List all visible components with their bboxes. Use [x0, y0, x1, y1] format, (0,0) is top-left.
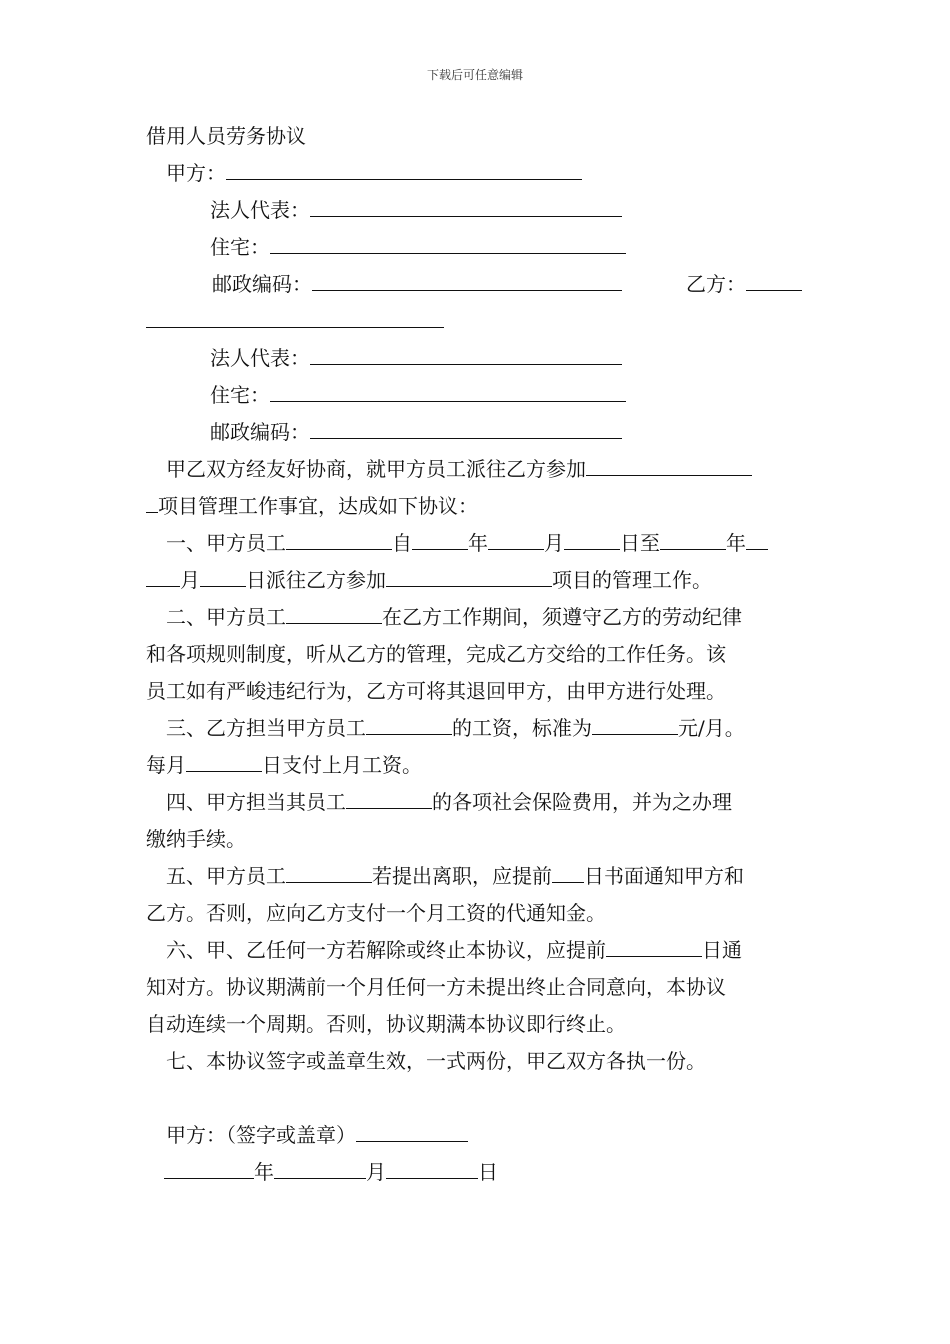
clause-3-pay-text: 日支付上月工资。	[262, 753, 422, 777]
party-b-rep-label: 法人代表：	[210, 346, 310, 370]
clause-1-end-month-text: 月	[180, 568, 200, 592]
signature-day-field[interactable]	[386, 1156, 478, 1179]
end-year-field[interactable]	[660, 527, 726, 550]
party-b-postcode-field[interactable]	[310, 416, 622, 439]
party-b-postcode-line	[210, 414, 622, 451]
party-b-address-field[interactable]	[270, 379, 626, 402]
clause-3-employee-field[interactable]	[366, 712, 452, 735]
clause-4-line-2: 缴纳手续。	[146, 827, 246, 851]
clause-6-text: 六、甲、乙任何一方若解除或终止本协议，应提前	[166, 938, 606, 962]
clause-3-monthly-text: 每月	[146, 753, 186, 777]
party-a-address-label: 住宅：	[210, 235, 270, 259]
party-a-label: 甲方：	[166, 161, 226, 185]
clause-1-text: 一、甲方员工	[166, 531, 286, 555]
clause-3-unit-text: 元/月。	[678, 716, 745, 740]
party-a-postcode-label: 邮政编码：	[212, 272, 312, 296]
party-a-postcode-field[interactable]	[312, 268, 622, 291]
intro-text-1: 甲乙双方经友好协商，就甲方员工派往乙方参加	[166, 457, 586, 481]
clause-1-dispatch-text: 日派往乙方参加	[246, 568, 386, 592]
clause-2-line-2: 和各项规则制度，听从乙方的管理，完成乙方交给的工作任务。该	[146, 642, 726, 666]
clause-2-line-1	[166, 599, 742, 636]
notice-days-field[interactable]	[552, 860, 584, 883]
employee-name-field[interactable]	[286, 527, 392, 550]
end-month-field-continued[interactable]	[146, 564, 180, 587]
start-day-field[interactable]	[564, 527, 620, 550]
project-name-field[interactable]	[586, 453, 752, 476]
start-month-field[interactable]	[488, 527, 544, 550]
clause-3-standard-text: 的工资，标准为	[452, 716, 592, 740]
signature-day-text: 日	[478, 1160, 498, 1184]
signature-label: 甲方：（签字或盖章）	[166, 1123, 356, 1147]
signature-line	[166, 1117, 468, 1154]
clause-5-text-2: 若提出离职，应提前	[372, 864, 552, 888]
clause-2-text: 二、甲方员工	[166, 605, 286, 629]
clause-4-line-1	[166, 784, 732, 821]
party-a-address-field[interactable]	[270, 231, 626, 254]
party-b-postcode-label: 邮政编码：	[210, 420, 310, 444]
clause-1-end-year-text: 年	[726, 531, 746, 555]
salary-amount-field[interactable]	[592, 712, 678, 735]
clause-1-line-1	[166, 525, 768, 562]
clause-1-from-text: 自	[392, 531, 412, 555]
party-a-name-field[interactable]	[226, 157, 582, 180]
clause-4-text-2: 的各项社会保险费用，并为之办理	[432, 790, 732, 814]
start-year-field[interactable]	[412, 527, 468, 550]
project-name-field-continued[interactable]	[146, 490, 158, 513]
clause-2-line-3: 员工如有严峻违纪行为，乙方可将其退回甲方，由甲方进行处理。	[146, 679, 726, 703]
clause-5-text-3: 日书面通知甲方和	[584, 864, 744, 888]
pay-day-field[interactable]	[186, 749, 262, 772]
party-a-postcode-line	[212, 266, 622, 303]
party-b-name-field-continued[interactable]	[146, 305, 444, 328]
intro-line-1	[166, 451, 752, 488]
clause-3-line-1	[166, 710, 745, 747]
party-a-address-line	[210, 229, 626, 266]
clause-4-text: 四、甲方担当其员工	[166, 790, 346, 814]
clause-1-line-2	[146, 562, 712, 599]
signature-month-text: 月	[366, 1160, 386, 1184]
signature-date-line	[164, 1154, 498, 1191]
end-day-field[interactable]	[200, 564, 246, 587]
signature-year-field[interactable]	[164, 1156, 254, 1179]
party-b-name-field[interactable]	[746, 268, 802, 291]
clause-6-line-2: 知对方。协议期满前一个月任何一方未提出终止合同意向，本协议	[146, 975, 726, 999]
party-b-name-continuation	[146, 303, 444, 340]
clause-6-line-3: 自动连续一个周期。否则，协议期满本协议即行终止。	[146, 1012, 626, 1036]
clause-3-line-2	[146, 747, 422, 784]
signature-year-text: 年	[254, 1160, 274, 1184]
termination-notice-days-field[interactable]	[606, 934, 702, 957]
party-a-rep-label: 法人代表：	[210, 198, 310, 222]
clause-6-text-2: 日通	[702, 938, 742, 962]
party-b-rep-line	[210, 340, 622, 377]
party-b-address-line	[210, 377, 626, 414]
clause-2-text-2: 在乙方工作期间，须遵守乙方的劳动纪律	[382, 605, 742, 629]
clause-5-employee-field[interactable]	[286, 860, 372, 883]
party-a-rep-field[interactable]	[310, 194, 622, 217]
clause-5-text: 五、甲方员工	[166, 864, 286, 888]
signature-month-field[interactable]	[274, 1156, 366, 1179]
clause-6-line-1	[166, 932, 742, 969]
clause-4-employee-field[interactable]	[346, 786, 432, 809]
clause-1-project-field[interactable]	[386, 564, 552, 587]
clause-1-day-to-text: 日至	[620, 531, 660, 555]
intro-text-2: 项目管理工作事宜，达成如下协议：	[158, 494, 478, 518]
header-note: 下载后可任意编辑	[426, 68, 523, 82]
document-title: 借用人员劳务协议	[146, 124, 306, 148]
party-b-line	[686, 266, 802, 303]
intro-line-2	[146, 488, 478, 525]
clause-7-line: 七、本协议签字或盖章生效，一式两份，甲乙双方各执一份。	[166, 1049, 706, 1073]
end-month-field[interactable]	[746, 527, 768, 550]
clause-1-end-text: 项目的管理工作。	[552, 568, 712, 592]
party-a-rep-line	[210, 192, 622, 229]
clause-2-employee-field[interactable]	[286, 601, 382, 624]
clause-3-text: 三、乙方担当甲方员工	[166, 716, 366, 740]
clause-1-year-text: 年	[468, 531, 488, 555]
clause-1-month-text: 月	[544, 531, 564, 555]
clause-5-line-1	[166, 858, 744, 895]
party-b-rep-field[interactable]	[310, 342, 622, 365]
party-b-label: 乙方：	[686, 272, 746, 296]
signature-field[interactable]	[356, 1119, 468, 1142]
clause-5-line-2: 乙方。否则，应向乙方支付一个月工资的代通知金。	[146, 901, 606, 925]
party-a-line	[166, 155, 582, 192]
party-b-address-label: 住宅：	[210, 383, 270, 407]
